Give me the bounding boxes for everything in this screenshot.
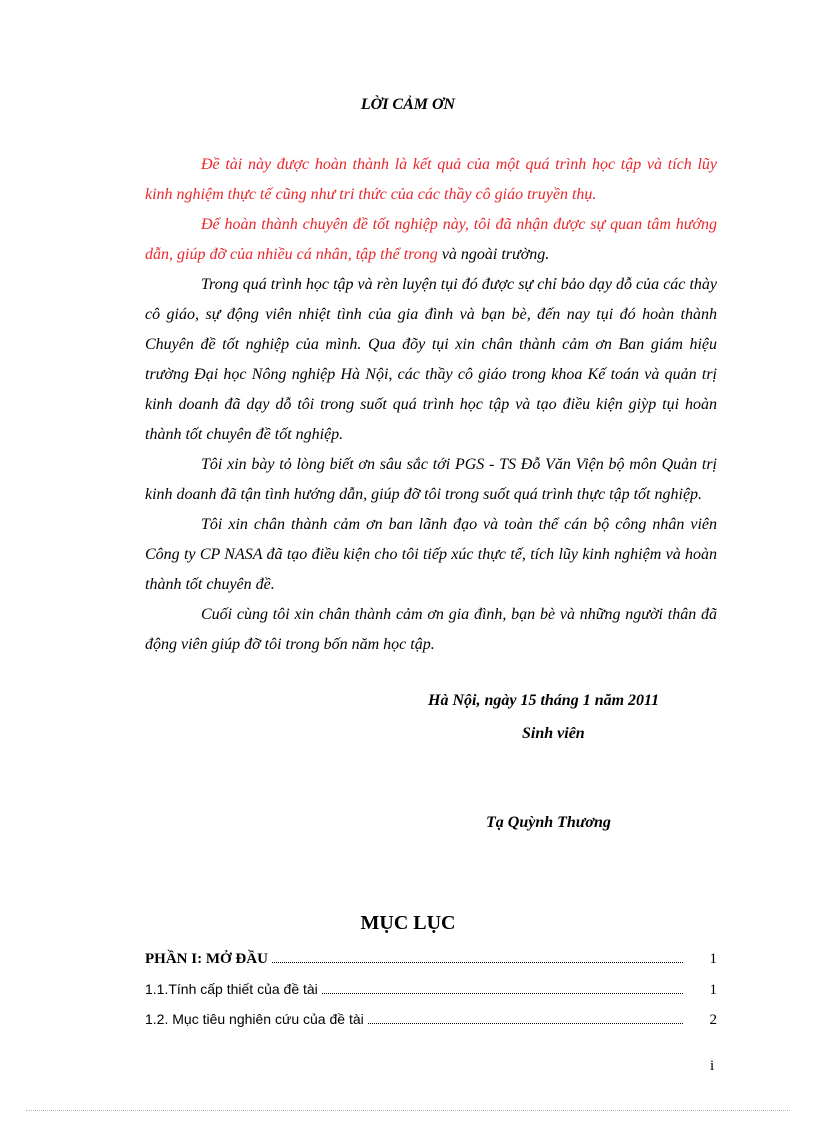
paragraph-1 bbox=[145, 150, 717, 210]
paragraph-4: Tôi xin bày tỏ lòng biết ơn sâu sắc tới PGS - TS Đỗ Văn Viện bộ môn Quản trị kinh doanh đã tận tình hướng dẫn, giúp đỡ tôi trong suốt quá trình thực tập tốt nghiệp. bbox=[145, 456, 717, 503]
acknowledgement-title: LỜI CẢM ƠN bbox=[360, 96, 456, 113]
toc-dot-leader bbox=[272, 962, 683, 963]
toc-entry-label: PHẦN I: MỞ ĐẦU bbox=[145, 951, 268, 967]
paragraph-6: Cuối cùng tôi xin chân thành cảm ơn gia đình, bạn bè và những người thân đã động viên giúp đỡ tôi trong bốn năm học tập. bbox=[145, 606, 717, 653]
signature-name: Tạ Quỳnh Thương bbox=[486, 814, 611, 831]
page-bottom-border bbox=[26, 1110, 790, 1111]
paragraph-3: Trong quá trình học tập và rèn luyện tụi đó được sự chỉ bảo dạy dỗ của các thày cô giáo, sự động viên nhiệt tình của gia đình và bạn bè, đến nay tụi đó hoàn thành Chuyên đề tốt nghiệp của mình. Qua đõy tụi xin chân thành cảm ơn Ban giám hiệu trường Đại học Nông nghiệp Hà Nội, các thầy cô giáo trong khoa Kế toán và quản trị kinh doanh đã dạy dỗ tôi trong suốt quá trình học tập và tạo điều kiện giỳp tụi hoàn thành tốt chuyên đề tốt nghiệp. bbox=[145, 276, 717, 443]
signature-role: Sinh viên bbox=[522, 725, 585, 742]
toc-entry-page: 1 bbox=[709, 951, 717, 967]
toc-entry-label: 1.2. Mục tiêu nghiên cứu của đề tài bbox=[145, 1011, 364, 1027]
toc-entry-page: 2 bbox=[709, 1012, 717, 1028]
toc-entry-1-2[interactable] bbox=[145, 1004, 717, 1034]
paragraph-2-red-text: Để hoàn thành chuyên đề tốt nghiệp này, tôi đã nhận được sự quan tâm hướng dẫn, giúp đỡ của nhiều cá nhân, tập thể trong bbox=[145, 216, 717, 263]
toc-entry-label: 1.1.Tính cấp thiết của đề tài bbox=[145, 981, 318, 997]
acknowledgement-body bbox=[145, 150, 717, 660]
toc-dot-leader bbox=[322, 993, 683, 994]
signature-date: Hà Nội, ngày 15 tháng 1 năm 2011 bbox=[428, 692, 660, 709]
toc-entry-part-1[interactable] bbox=[145, 944, 717, 974]
paragraph-2 bbox=[145, 210, 717, 270]
table-of-contents bbox=[145, 944, 717, 1034]
paragraph-2-black-text: và ngoài trường. bbox=[437, 246, 550, 263]
toc-title: MỤC LỤC bbox=[360, 912, 456, 934]
toc-entry-1-1[interactable] bbox=[145, 974, 717, 1004]
toc-entry-page: 1 bbox=[709, 982, 717, 998]
paragraph-1-text: Đề tài này được hoàn thành là kết quả của một quá trình học tập và tích lũy kinh nghiệm thực tế cũng như tri thức của các thầy cô giáo truyền thụ. bbox=[145, 156, 717, 203]
toc-dot-leader bbox=[368, 1023, 683, 1024]
page-number: i bbox=[710, 1058, 715, 1074]
paragraph-5: Tôi xin chân thành cảm ơn ban lãnh đạo và toàn thể cán bộ công nhân viên Công ty CP NASA đã tạo điều kiện cho tôi tiếp xúc thực tế, tích lũy kinh nghiệm và hoàn thành tốt chuyên đề. bbox=[145, 516, 717, 593]
